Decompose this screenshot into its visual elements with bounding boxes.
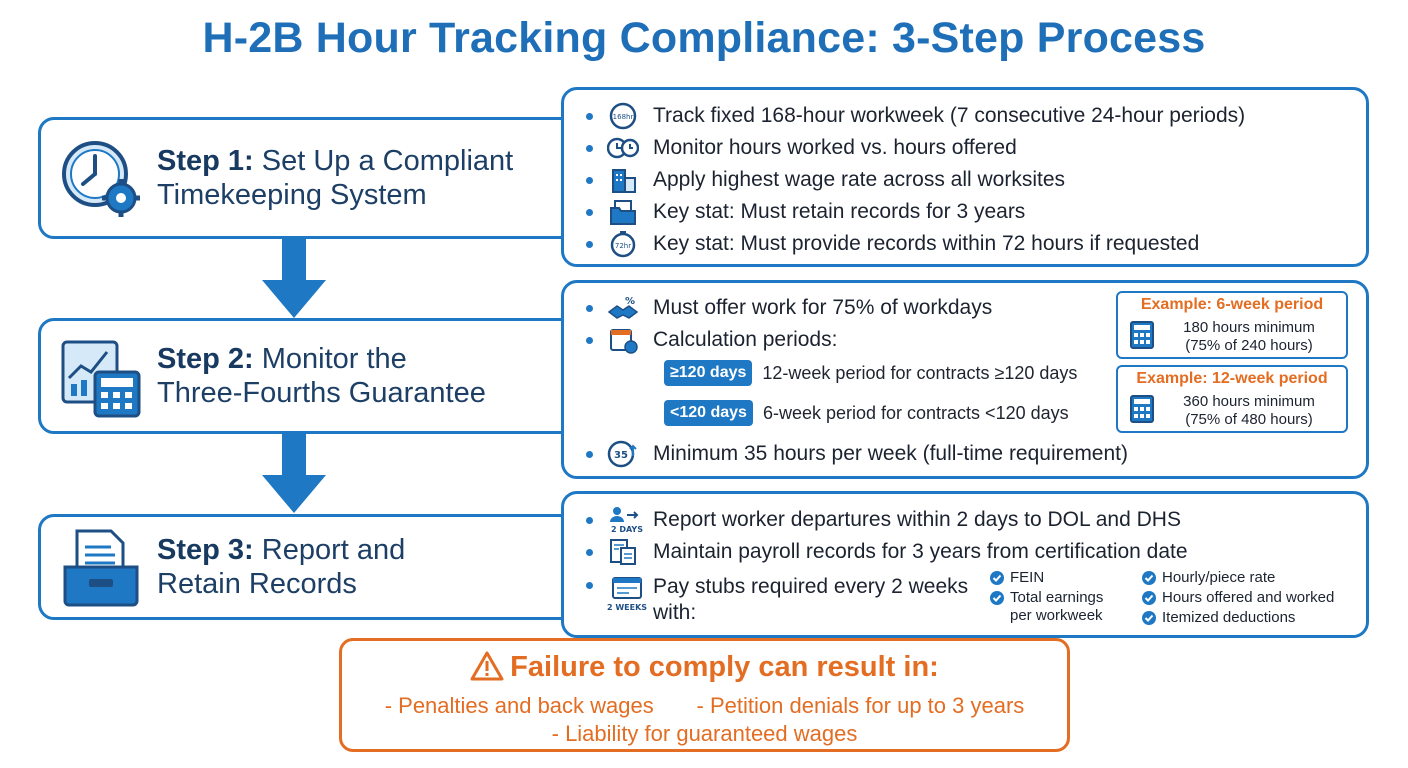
168hr-clock-icon [607,102,639,130]
svg-text:35: 35 [614,450,628,461]
warning-title: Failure to comply can result in: [342,651,1067,684]
list-item: Apply highest wage rate across all worksites [586,166,1065,194]
step-2-title: Step 2: Monitor the Three-Fourths Guarantee [157,343,486,409]
svg-text:168hr: 168hr [612,113,634,121]
folder-files-icon [607,198,639,226]
period-badge: <120 days [664,400,753,426]
checklist-item: Hours offered and worked [1142,589,1334,607]
arrow-down-icon [262,238,326,320]
handshake-percent-icon [607,294,639,322]
step-2-details [561,280,1369,479]
check-icon [1142,611,1156,625]
list-item: Key stat: Must retain records for 3 years [586,198,1025,226]
list-item: 2 WEEKS Pay stubs required every 2 weeks with: [586,574,968,626]
warning-triangle-icon [470,651,504,681]
period-row: ≥120 days 12-week period for contracts ≥120 days [664,360,1077,386]
list-item: 72hr Key stat: Must provide records within 72 hours if requested [586,230,1199,258]
svg-text:2 WEEKS: 2 WEEKS [607,603,647,612]
35hr-clock-icon [607,440,639,468]
checklist-item: Total earnings per workweek [990,589,1120,625]
two-clocks-icon [607,134,639,162]
step-3-title: Step 3: Report and Retain Records [157,534,406,600]
period-row: <120 days 6-week period for contracts <120 days [664,400,1069,426]
chart-calculator-icon [59,334,143,418]
svg-text:%: % [625,296,636,307]
example-box: Example: 6-week period 180 hours minimum (75% of 240 hours) [1116,291,1348,359]
step-3-details [561,491,1369,638]
list-item: 168hr Track fixed 168-hour workweek (7 consecutive 24-hour periods) [586,102,1245,130]
stopwatch-72hr-icon [607,230,639,258]
example-box: Example: 12-week period 360 hours minimum (75% of 480 hours) [1116,365,1348,433]
step-2-box [38,318,578,434]
step-3-box [38,514,578,620]
arrow-down-icon [262,433,326,515]
calculator-icon [1130,321,1154,349]
svg-text:72hr: 72hr [614,242,632,250]
checklist-item: Itemized deductions [1142,609,1295,627]
list-item: Monitor hours worked vs. hours offered [586,134,1017,162]
step-1-details [561,87,1369,267]
list-item: Maintain payroll records for 3 years from certification date [586,538,1188,566]
list-item: Calculation periods: [586,326,837,354]
page-title: H-2B Hour Tracking Compliance: 3-Step Process [202,14,1206,62]
paystub-icon [607,574,647,614]
warning-box [339,638,1070,752]
check-icon [1142,591,1156,605]
check-icon [990,571,1004,585]
list-item: % Must offer work for 75% of workdays [586,294,992,322]
warning-line: - Liability for guaranteed wages [551,721,858,746]
clock-gear-icon [59,136,143,220]
warning-line: - Penalties and back wages - Petition denials for up to 3 years [384,693,1025,718]
checklist-item: Hourly/piece rate [1142,569,1275,587]
step-1-box [38,117,578,239]
list-item: 35 Minimum 35 hours per week (full-time requirement) [586,440,1128,468]
check-icon [990,591,1004,605]
payroll-document-icon [607,538,639,566]
checklist-item: FEIN [990,569,1044,587]
buildings-icon [607,166,639,194]
check-icon [1142,571,1156,585]
calendar-clock-icon [607,326,639,354]
period-badge: ≥120 days [664,360,752,386]
svg-text:2 DAYS: 2 DAYS [611,525,643,534]
person-arrow-icon [607,506,647,534]
calculator-icon [1130,395,1154,423]
list-item: 2 DAYS Report worker departures within 2 days to DOL and DHS [586,506,1181,534]
step-1-title: Step 1: Set Up a Compliant Timekeeping System [157,145,514,211]
document-tray-icon [59,525,143,609]
